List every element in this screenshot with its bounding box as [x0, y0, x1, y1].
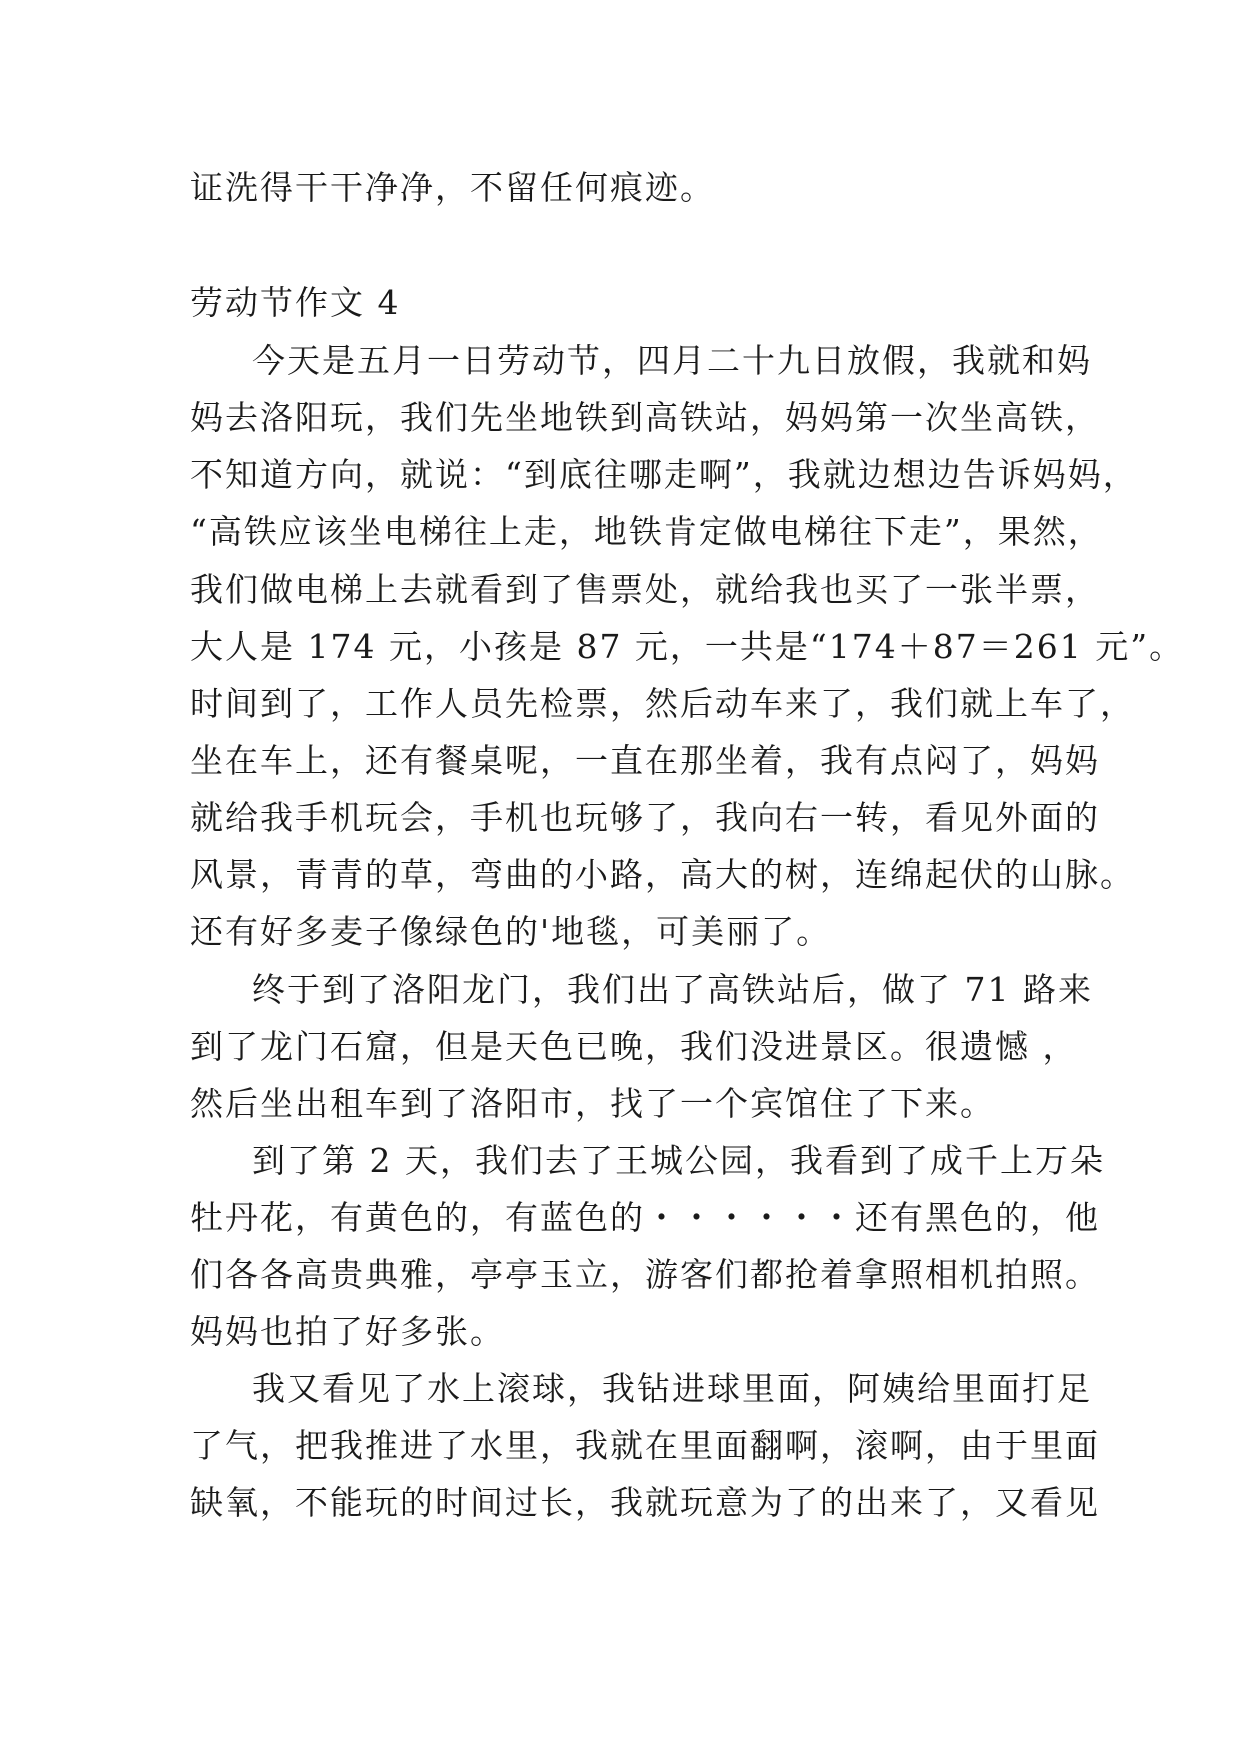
paragraph-line: 妈去洛阳玩，我们先坐地铁到高铁站，妈妈第一次坐高铁， — [190, 398, 1100, 437]
paragraph-line: 风景，青青的草，弯曲的小路，高大的树，连绵起伏的山脉。 — [190, 855, 1135, 894]
section-title: 劳动节作文 4 — [190, 283, 401, 322]
paragraph-line: 我又看见了水上滚球，我钻进球里面，阿姨给里面打足 — [252, 1369, 1092, 1408]
paragraph-line: 们各各高贵典雅，亭亭玉立，游客们都抢着拿照相机拍照。 — [190, 1255, 1100, 1294]
paragraph-line: 妈妈也拍了好多张。 — [190, 1312, 505, 1351]
paragraph-line: 了气，把我推进了水里，我就在里面翻啊，滚啊，由于里面 — [190, 1426, 1100, 1465]
paragraph-line: 大人是 174 元，小孩是 87 元，一共是“174＋87＝261 元”。 — [190, 627, 1185, 666]
paragraph-line: 今天是五月一日劳动节，四月二十九日放假，我就和妈 — [252, 341, 1092, 380]
paragraph-line: 到了龙门石窟，但是天色已晚，我们没进景区。很遗憾 ， — [190, 1027, 1078, 1066]
carryover-text-line: 证洗得干干净净，不留任何痕迹。 — [190, 168, 715, 207]
paragraph-line: 我们做电梯上去就看到了售票处，就给我也买了一张半票， — [190, 570, 1100, 609]
paragraph-line: 牡丹花，有黄色的，有蓝色的・・・・・・还有黑色的，他 — [190, 1198, 1100, 1237]
paragraph-line: 不知道方向，就说：“到底往哪走啊”，我就边想边告诉妈妈， — [190, 455, 1138, 494]
paragraph-line: 就给我手机玩会，手机也玩够了，我向右一转，看见外面的 — [190, 798, 1100, 837]
paragraph-line: 然后坐出租车到了洛阳市，找了一个宾馆住了下来。 — [190, 1084, 995, 1123]
paragraph-line: 终于到了洛阳龙门，我们出了高铁站后，做了 71 路来 — [252, 970, 1093, 1009]
paragraph-line: 缺氧，不能玩的时间过长，我就玩意为了的出来了，又看见 — [190, 1483, 1100, 1522]
paragraph-line: 时间到了，工作人员先检票，然后动车来了，我们就上车了， — [190, 684, 1135, 723]
paragraph-line: “高铁应该坐电梯往上走，地铁肯定做电梯往下走”，果然， — [190, 512, 1103, 551]
paragraph-line: 还有好多麦子像绿色的'地毯，可美丽了。 — [190, 912, 832, 951]
paragraph-line: 坐在车上，还有餐桌呢，一直在那坐着，我有点闷了，妈妈 — [190, 741, 1100, 780]
paragraph-line: 到了第 2 天，我们去了王城公园，我看到了成千上万朵 — [252, 1141, 1105, 1180]
